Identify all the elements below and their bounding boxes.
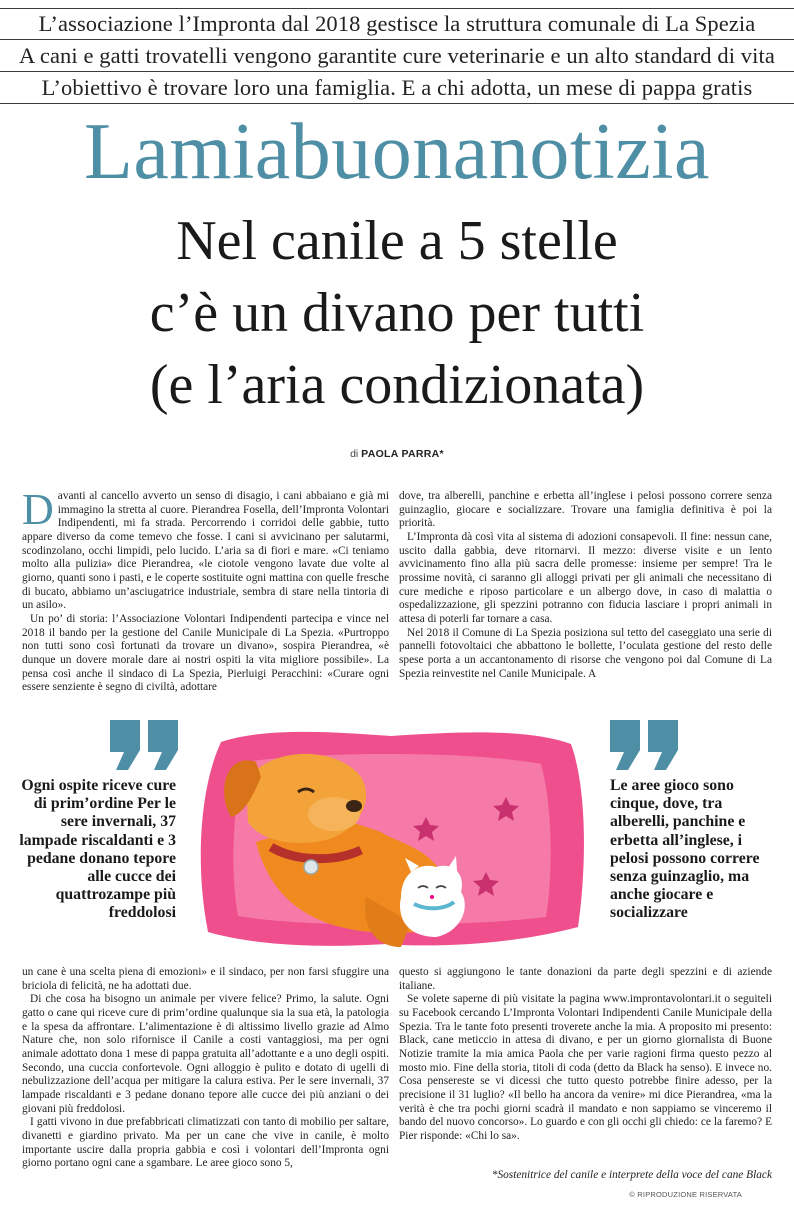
article-column-4 [399, 966, 772, 1144]
pull-quote-left: Ogni ospite riceve cure di prim’ordine Per le sere invernali, 37 lampade riscaldanti e 3 pedane donano tepore alle cucce dei quattrozampe più freddolosi [19, 777, 176, 922]
paragraph: Un po’ di storia: l’Associazione Volontari Indipendenti partecipa e vince nel 2018 il bando per la gestione del Canile Municipale di La Spezia. «Purtroppo non tutti sono così fortunati da trovare un divano», sospira Pierandrea, «è dunque un dovere morale dare ai nostri ospiti la vita migliore possibile». La pensa così anche il sindaco di La Spezia, Pierluigi Peracchini: «Curare ogni essere senziente è segno di civiltà, adottare [22, 612, 389, 694]
paragraph: un cane è una scelta piena di emozioni» e il sindaco, per non farsi sfuggire una briciola di felicità, ne ha adottati due. [22, 966, 389, 992]
headline-line: Nel canile a 5 stelle [176, 210, 618, 272]
paragraph: Se volete saperne di più visitate la pagina www.improntavolontari.it o seguiteli su Facebook cercando L’Impronta Volontari Indipendenti Canile Municipale della Spezia. Tra le tante foto presenti troverete anche la mia. A proposito mi presento: Black, cane meticcio in attesa di divano, e per un giorno giornalista di Buone Notizie tramite la mia amica Paola che per varie ragioni firma questo pezzo al mosto mio. Fine della storia, titoli di coda (detto da Black ha senso). E invece no. Cosa pensereste se vi dicessi che tutto questo potrebbe finire adesso, per la precisione il 31 luglio? «Il bello ha ancora da venire» mi dice Pierandrea, «ma la verità è che tra pochi giorni scadrà il mandato e non sappiamo se vinceremo il bando del nuovo concorso». Lo guardo e con gli occhi gli chiedo: ce la faremo? E Pier risponde: «Chi lo sa». [399, 993, 772, 1142]
subheadline-line: L’associazione l’Impronta dal 2018 gestisce la struttura comunale di La Spezia [0, 8, 794, 40]
article-column-2 [399, 490, 772, 681]
headline-line: (e l’aria condizionata) [149, 354, 645, 416]
rubric-title: Lamiabuonanotizia [83, 108, 711, 196]
byline [0, 448, 794, 460]
paragraph: dove, tra alberelli, panchine e erbetta all’inglese i pelosi possono correre senza guinzaglio, giocare e socializzare. Trovare una famiglia definitiva è poi la priorità. [399, 490, 772, 530]
paragraph: questo si aggiungono le tante donazioni da parte degli spezzini e di aziende italiane. [399, 966, 772, 992]
subheadline-block [0, 8, 794, 104]
pull-quote-right: Le aree gioco sono cinque, dove, tra alberelli, panchine e erbetta all’inglese, i pelosi possono correre senza guinzaglio, ma anche giocare e socializzare [610, 777, 760, 922]
copyright-notice: © RIPRODUZIONE RISERVATA [629, 1190, 742, 1199]
headline-line: c’è un divano per tutti [149, 282, 645, 344]
author-note: *Sostenitrice del canile e interprete della voce del cane Black [491, 1169, 772, 1181]
paragraph: I gatti vivono in due prefabbricati climatizzati con tanto di mobilio per saltare, divanetti e giardino privato. Ma per un cane che vive in canile, è molto importante uscire dalla propria gabbia e così i volontari dell’Impronta ogni giorno portano ogni cane a sgambare. Le aree gioco sono 5, [22, 1116, 389, 1170]
paragraph-text: avanti al cancello avverto un senso di disagio, i cani abbaiano e già mi immagino la stretta al cuore. Pierandrea Fosella, dell’Impronta Volontari Indipendenti, mi fa strada. Percorrendo i corridoi delle gabbie, tutto appare diverso da come temevo che fosse. I cani si avvicinano per salutarmi, scodinzolano, occhi limpidi, pelo lucido. L’aria sa di fiori e mare. «Ci teniamo molto alla pulizia» dice Pierandrea, «le ciotole vengono lavate due volte al giorno, quanti sono i pasti, e le coperte sostituite ogni mattina con quelle fresche di bucato, abbiamo un’asciugatrice industriale, sembra di stare nella tintoria di un asilo». [22, 490, 389, 612]
quote-mark-icon [110, 720, 182, 770]
subheadline-line: A cani e gatti trovatelli vengono garantite cure veterinarie e un alto standard di vita [0, 40, 794, 72]
byline-prefix: di [350, 448, 359, 460]
byline-author: PAOLA PARRA* [361, 448, 444, 460]
article-column-3 [22, 966, 389, 1171]
paragraph: L’Impronta dà così vita al sistema di adozioni consapevoli. Il fine: nessun cane, uscito dalla gabbia, deve ritornarvi. Il mezzo: diverse visite e un lento avvicinamento fino alla più sacra delle promesse: insieme per sempre! Tra le prossime novità, ci saranno gli alloggi privati per gli animali che necessitano di cure mediche e riposo particolare e un albergo dove, in caso di malattia o ospedalizzazione, gli spezzini potranno con fiducia lasciare i propri animali in attesa di poterli far tornare a casa. [399, 530, 772, 625]
drop-cap: D [22, 485, 54, 534]
article-column-1 [22, 485, 389, 695]
paragraph [22, 485, 389, 613]
paragraph: Di che cosa ha bisogno un animale per vivere felice? Primo, la salute. Ogni gatto o cane qui riceve cure di prim’ordine qualunque sia la sua età, la patologia e la spesa da affrontare. L’alimentazione è di altissimo livello grazie ad Almo Nature che, non solo rifornisce il Canile a costi vantaggiosi, ma per ogni animale adottato dona 1 mese di pappa gratuita all’adottante e a uno degli ospiti. Secondo, una cuccia confortevole. Ogni alloggio è pulito e dotato di ugelli di nebulizzazione dell’acqua per mitigare la calura estiva. Per le sere invernali, 37 lampade riscaldanti e 3 pedane donano tepore alle cucce dei più anziani o dei giovani più freddolosi. [22, 993, 389, 1115]
quote-mark-icon [610, 720, 682, 770]
paragraph: Nel 2018 il Comune di La Spezia posiziona sul tetto del caseggiato una serie di pannelli fotovoltaici che abbattono le bollette, l’oculata gestione del resto delle spese porta a un accantonamento di risorse che vengono poi dal Comune di La Spezia reinvestite nel Canile Municipale. A [399, 626, 772, 680]
subheadline-line: L’obiettivo è trovare loro una famiglia. E a chi adotta, un mese di pappa gratis [0, 72, 794, 104]
dog-cat-cushion-illustration [186, 722, 596, 952]
